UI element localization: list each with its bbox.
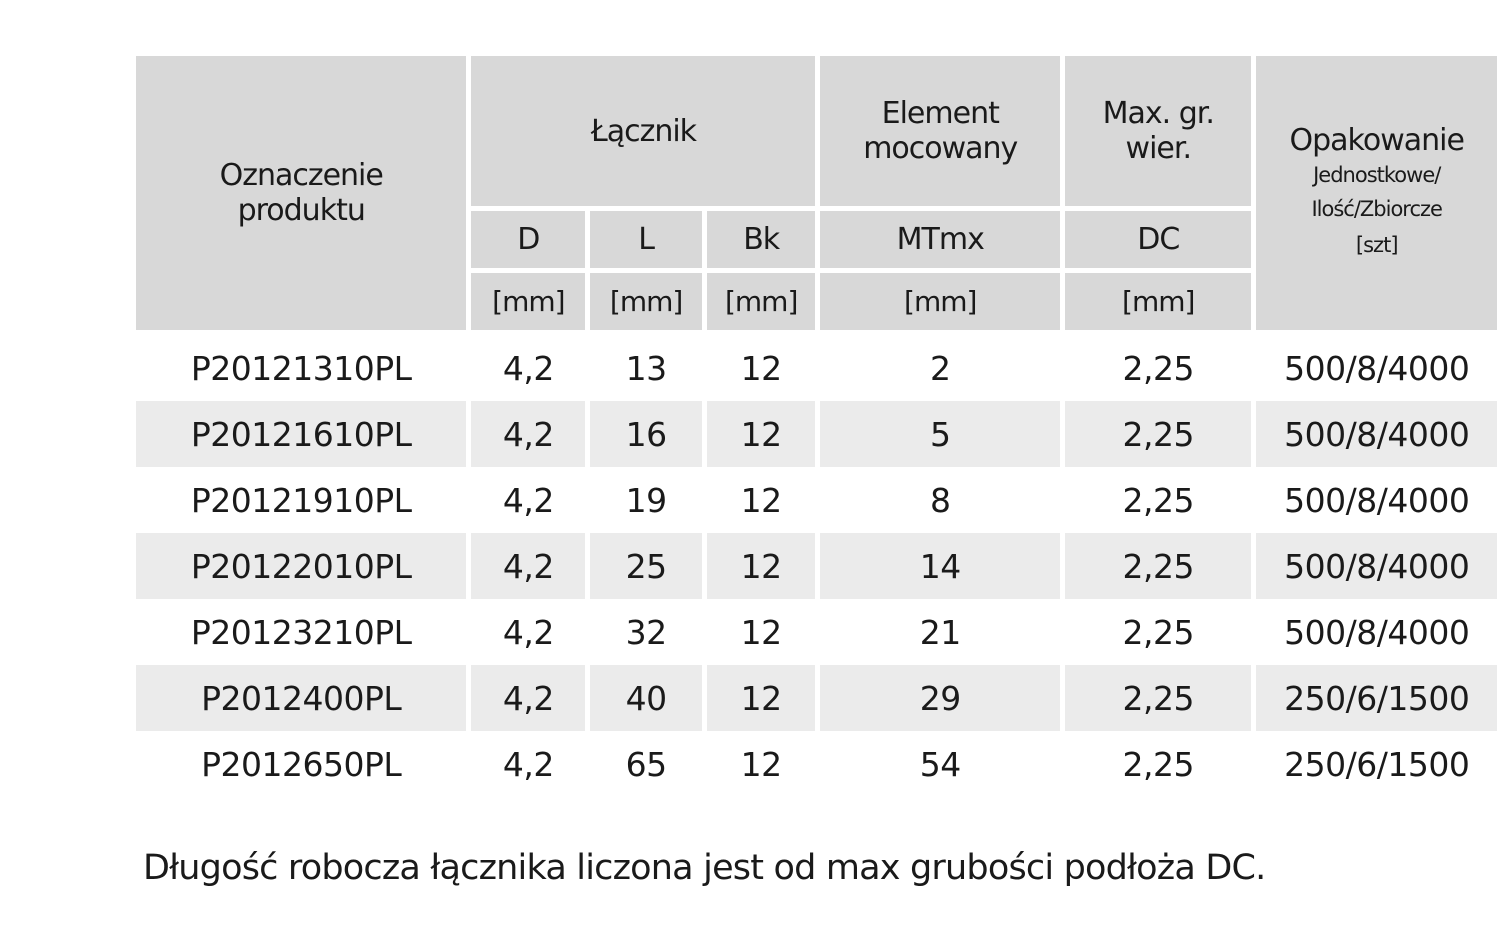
cell-product-code: P20121610PL	[136, 401, 466, 467]
header-fastener: Łącznik	[471, 56, 815, 211]
header-bk: Bk	[707, 211, 816, 273]
packaging-sub: Jednostkowe/ Ilość/Zbiorcze	[1311, 162, 1442, 221]
cell-bk: 12	[740, 480, 782, 520]
unit-bk: [mm]	[707, 273, 816, 335]
cell-length: 16	[590, 401, 702, 467]
header-d: D	[471, 211, 585, 273]
unit-dc: [mm]	[1065, 273, 1251, 335]
cell-diameter: 4,2	[471, 665, 585, 731]
table-row	[136, 665, 1497, 731]
cell-packaging: 500/8/4000	[1284, 480, 1470, 520]
footnote: Długość robocza łącznika liczona jest od max grubości podłoża DC.	[143, 848, 1266, 888]
header-fastened-element: Element mocowany	[820, 56, 1060, 211]
header-dc: DC	[1065, 211, 1251, 273]
cell-bk: 12	[707, 665, 816, 731]
cell-dc: 2,25	[1065, 665, 1251, 731]
cell-mtmx: 5	[820, 401, 1060, 467]
cell-bk: 12	[707, 533, 816, 599]
cell-dc: 2,25	[1122, 348, 1194, 388]
cell-diameter: 4,2	[471, 401, 585, 467]
table-row	[136, 599, 1497, 665]
header-l: L	[590, 211, 702, 273]
cell-dc: 2,25	[1122, 744, 1194, 784]
cell-product-code: P20121910PL	[190, 480, 412, 520]
header-packaging	[1256, 56, 1497, 335]
cell-mtmx: 2	[930, 348, 951, 388]
cell-packaging: 500/8/4000	[1256, 533, 1497, 599]
cell-product-code: P20122010PL	[136, 533, 466, 599]
cell-length: 65	[625, 744, 667, 784]
cell-bk: 12	[707, 401, 816, 467]
cell-length: 19	[625, 480, 667, 520]
cell-diameter: 4,2	[502, 348, 554, 388]
cell-bk: 12	[740, 348, 782, 388]
header-max-thickness: Max. gr. wier.	[1065, 56, 1251, 211]
header-mtmx: MTmx	[820, 211, 1060, 273]
cell-bk: 12	[740, 744, 782, 784]
cell-packaging: 250/6/1500	[1284, 744, 1470, 784]
cell-diameter: 4,2	[502, 480, 554, 520]
cell-diameter: 4,2	[502, 612, 554, 652]
unit-l: [mm]	[590, 273, 702, 335]
cell-packaging: 500/8/4000	[1284, 348, 1470, 388]
cell-length: 13	[625, 348, 667, 388]
table-row	[136, 467, 1497, 533]
cell-packaging: 500/8/4000	[1256, 401, 1497, 467]
cell-product-code: P2012650PL	[201, 744, 402, 784]
cell-product-code: P20121310PL	[190, 348, 412, 388]
cell-bk: 12	[740, 612, 782, 652]
unit-d: [mm]	[471, 273, 585, 335]
cell-packaging: 500/8/4000	[1284, 612, 1470, 652]
table-row	[136, 731, 1497, 797]
cell-length: 32	[625, 612, 667, 652]
table-row	[136, 335, 1497, 401]
cell-length: 25	[590, 533, 702, 599]
table-row	[136, 401, 1497, 467]
cell-dc: 2,25	[1065, 533, 1251, 599]
cell-mtmx: 14	[820, 533, 1060, 599]
cell-dc: 2,25	[1065, 401, 1251, 467]
header-product: Oznaczenie produktu	[136, 56, 466, 335]
cell-length: 40	[590, 665, 702, 731]
cell-product-code: P20123210PL	[190, 612, 412, 652]
cell-dc: 2,25	[1122, 480, 1194, 520]
unit-mtmx: [mm]	[820, 273, 1060, 335]
packaging-unit: [szt]	[1355, 232, 1398, 257]
cell-mtmx: 21	[919, 612, 961, 652]
cell-diameter: 4,2	[502, 744, 554, 784]
cell-diameter: 4,2	[471, 533, 585, 599]
packaging-label: Opakowanie	[1289, 122, 1464, 158]
cell-mtmx: 8	[930, 480, 951, 520]
table-row	[136, 533, 1497, 599]
cell-packaging: 250/6/1500	[1256, 665, 1497, 731]
cell-mtmx: 29	[820, 665, 1060, 731]
cell-mtmx: 54	[919, 744, 961, 784]
cell-product-code: P2012400PL	[136, 665, 466, 731]
product-spec-table	[131, 56, 1502, 797]
cell-dc: 2,25	[1122, 612, 1194, 652]
